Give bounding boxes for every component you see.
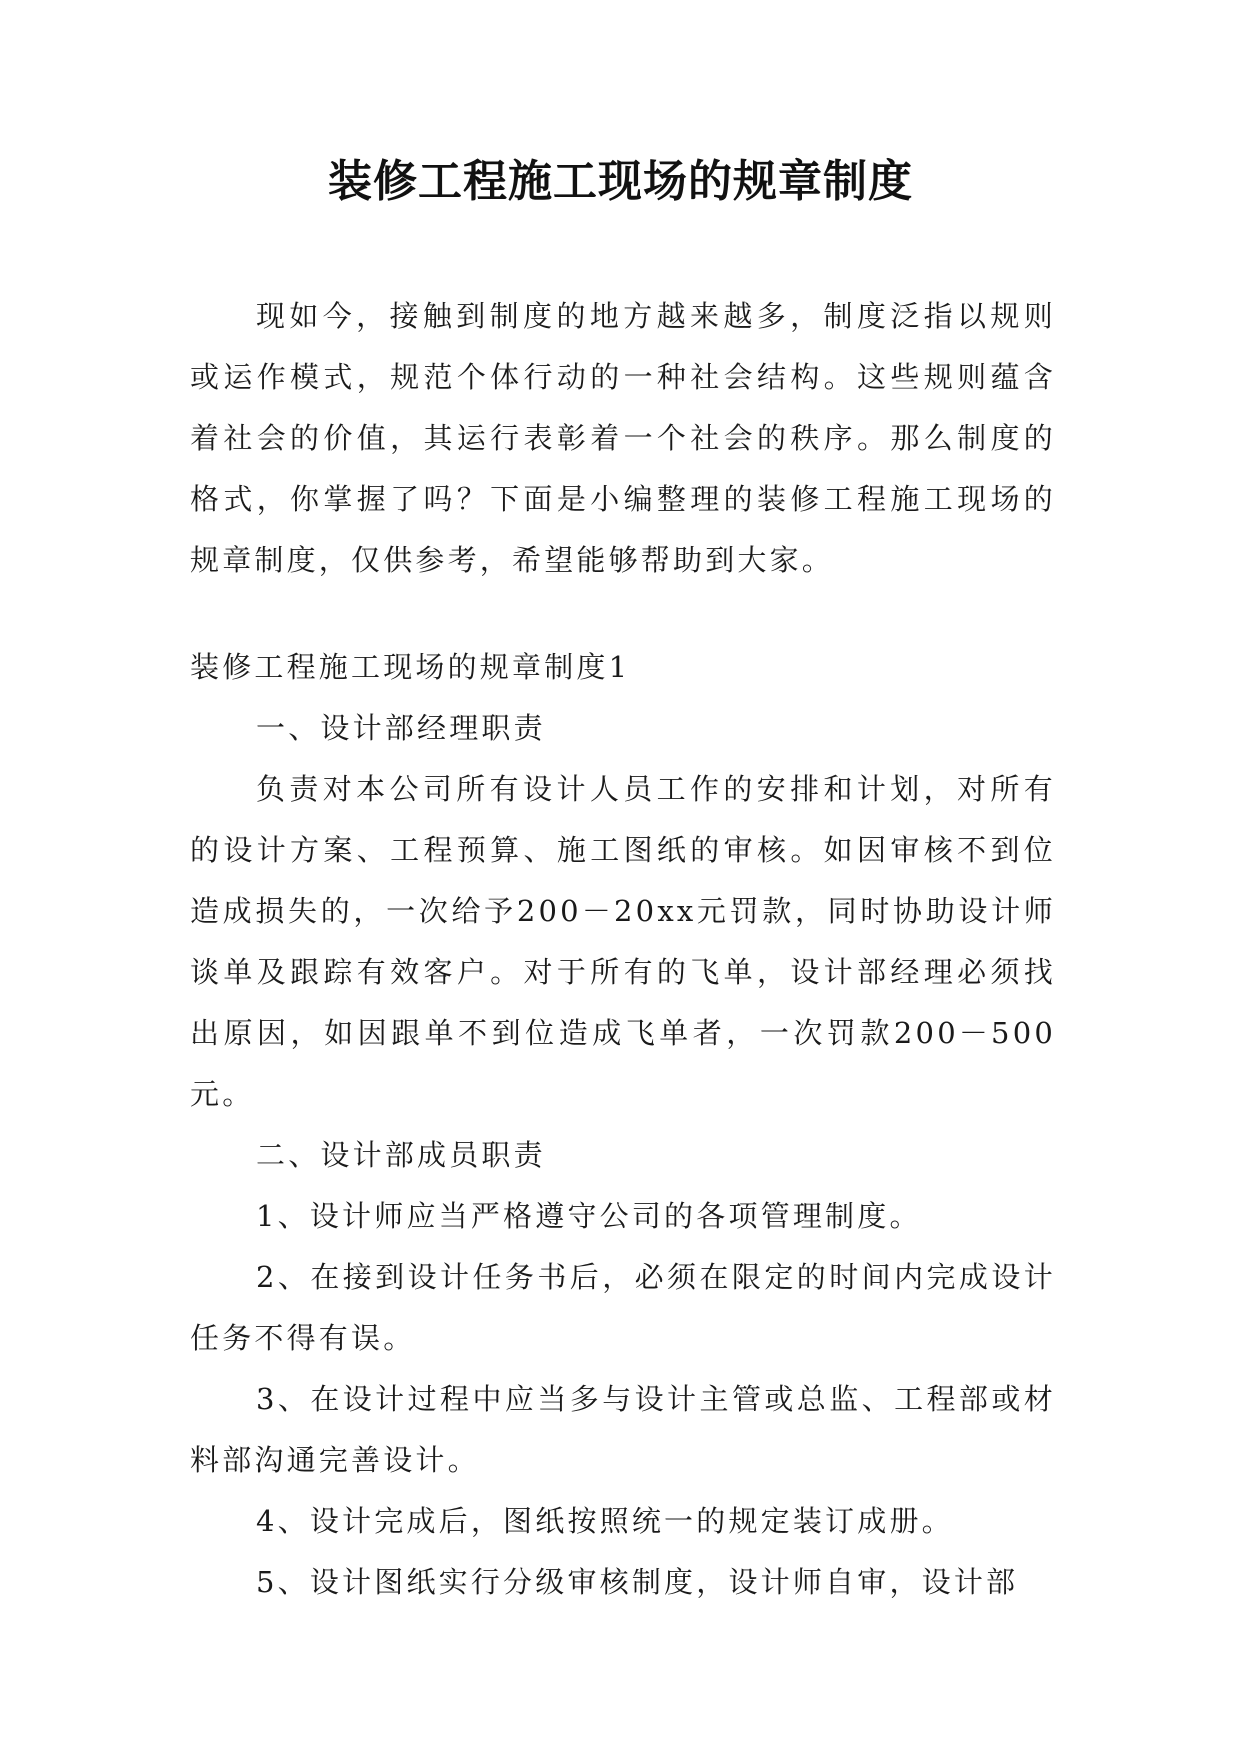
list-item: 3、在设计过程中应当多与设计主管或总监、工程部或材料部沟通完善设计。 xyxy=(190,1382,1056,1477)
list-item: 2、在接到设计任务书后，必须在限定的时间内完成设计任务不得有误。 xyxy=(190,1260,1056,1355)
intro-paragraph: 现如今，接触到制度的地方越来越多，制度泛指以规则或运作模式，规范个体行动的一种社会结构。这些规则蕴含着社会的价值，其运行表彰着一个社会的秩序。那么制度的格式，你掌握了吗？下面是小编整理的装修工程施工现场的规章制度，仅供参考，希望能够帮助到大家。 xyxy=(190,299,1056,577)
list-item: 4、设计完成后，图纸按照统一的规定装订成册。 xyxy=(256,1504,954,1538)
section-block xyxy=(190,637,1056,1613)
document-title: 装修工程施工现场的规章制度 xyxy=(328,156,913,207)
heading-design-members: 二、设计部成员职责 xyxy=(256,1138,546,1172)
list-item: 1、设计师应当严格遵守公司的各项管理制度。 xyxy=(256,1199,922,1233)
intro-block xyxy=(190,286,1056,591)
list-item: 5、设计图纸实行分级审核制度，设计师自审，设计部 xyxy=(256,1565,1019,1599)
paragraph-design-manager: 负责对本公司所有设计人员工作的安排和计划，对所有的设计方案、工程预算、施工图纸的审核。如因审核不到位造成损失的，一次给予200－20xx元罚款，同时协助设计师谈单及跟踪有效客户。对于所有的飞单，设计部经理必须找出原因，如因跟单不到位造成飞单者，一次罚款200－500元。 xyxy=(190,772,1056,1111)
heading-design-manager: 一、设计部经理职责 xyxy=(256,711,546,745)
section-title: 装修工程施工现场的规章制度1 xyxy=(190,650,631,684)
